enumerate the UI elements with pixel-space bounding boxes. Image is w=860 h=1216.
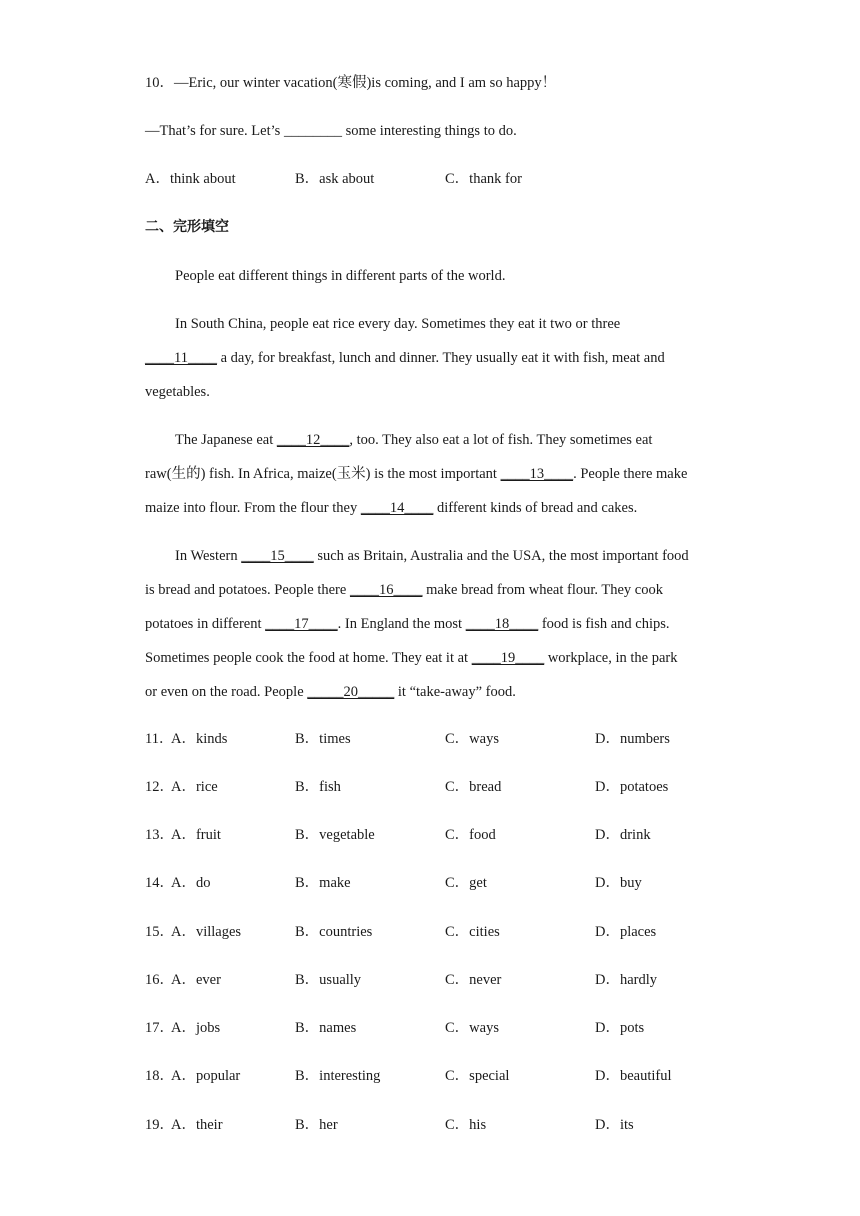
option-d: D．places [595,924,657,940]
passage-paragraph-3-line-1 [175,430,652,450]
passage-text: it “take-away” food. [394,684,516,700]
blank-18: ____18____ [465,616,539,632]
passage-paragraph-3-line-3 [145,498,637,518]
option-a: A．think about [145,171,236,187]
option-d: D．hardly [595,972,658,988]
passage-text: maize into flour. From the flour they [145,500,361,516]
passage-paragraph-3-line-2 [145,464,687,484]
passage-text: . In England the most [337,616,466,632]
blank-13: ____13____ [500,466,574,482]
blank-14: ____14____ [360,500,434,516]
option-c: C．never [445,972,502,988]
passage-text: workplace, in the park [544,650,678,666]
passage-text: different kinds of bread and cakes. [433,500,638,516]
reply-end: some interesting things to do. [341,123,517,139]
passage-paragraph-4-line-1 [175,546,689,566]
question-number: 18． [145,1068,174,1084]
blank-10: ________ [283,123,342,139]
question-number: 15． [145,924,174,940]
passage-text: , too. They also eat a lot of fish. They sometimes eat [349,432,653,448]
question-number: 12． [145,779,174,795]
question-number: 14． [145,875,174,891]
option-d: D．its [595,1117,634,1133]
question-number: 17． [145,1020,174,1036]
passage-paragraph-2-line-3: vegetables. [145,384,210,400]
passage-text: a day, for breakfast, lunch and dinner. They usually eat it with fish, meat and [216,350,665,366]
option-b: B．interesting [295,1068,381,1084]
option-a: A．popular [171,1068,241,1084]
option-b: B．make [295,875,351,891]
passage-text: . People there make [573,466,688,482]
passage-paragraph-4-line-3 [145,614,670,634]
option-a: A．kinds [171,731,228,747]
blank-16: ____16____ [349,582,423,598]
passage-text: food is fish and chips. [538,616,670,632]
option-b: B．countries [295,924,373,940]
passage-paragraph-2-line-2 [145,348,665,368]
option-a: A．villages [171,924,242,940]
option-b: B．ask about [295,171,375,187]
question-number: 16． [145,972,174,988]
passage-paragraph-4-line-2 [145,580,663,600]
question-10-reply [145,121,517,141]
option-b: B．vegetable [295,827,375,843]
option-d: D．potatoes [595,779,669,795]
passage-paragraph-1: People eat different things in different parts of the world. [175,268,506,284]
passage-text: potatoes in different [145,616,266,632]
option-c: C．his [445,1117,487,1133]
option-d: D．beautiful [595,1068,672,1084]
option-d: D．drink [595,827,651,843]
option-c: C．food [445,827,496,843]
option-a: A．rice [171,779,218,795]
blank-19: ____19____ [471,650,545,666]
blank-12: ____12____ [276,432,350,448]
option-b: B．times [295,731,351,747]
blank-17: ____17____ [265,616,338,632]
passage-paragraph-4-line-4 [145,648,677,668]
passage-text: such as Britain, Australia and the USA, the most important food [313,548,689,564]
passage-text: is bread and potatoes. People there [145,582,350,598]
option-a: A．fruit [171,827,221,843]
option-c: C．bread [445,779,502,795]
passage-text: make bread from wheat flour. They cook [422,582,663,598]
section-heading: 二、完形填空 [145,219,229,235]
question-number: 13． [145,827,174,843]
option-b: B．her [295,1117,338,1133]
option-b: B．usually [295,972,362,988]
option-b: B．names [295,1020,357,1036]
blank-11: ____11____ [145,350,217,366]
question-number: 19． [145,1117,174,1133]
passage-paragraph-2-line-1: In South China, people eat rice every day. Sometimes they eat it two or three [175,316,621,332]
passage-text: raw(生的) fish. In Africa, maize(玉米) is the most important [145,466,501,482]
passage-text: Sometimes people cook the food at home. They eat it at [145,650,472,666]
reply-start: —That’s for sure. Let’s [145,123,284,139]
passage-paragraph-4-line-5 [145,682,516,702]
question-number: 11． [145,731,174,747]
option-a: A．their [171,1117,223,1133]
option-c: C．ways [445,1020,499,1036]
option-b: B．fish [295,779,341,795]
option-d: D．numbers [595,731,670,747]
blank-15: ____15____ [241,548,314,564]
option-d: D．buy [595,875,642,891]
option-c: C．thank for [445,171,522,187]
passage-text: In Western [175,548,242,564]
passage-text: The Japanese eat [175,432,277,448]
option-c: C．special [445,1068,510,1084]
option-a: A．ever [171,972,221,988]
blank-20: _____20_____ [307,684,395,700]
option-c: C．get [445,875,487,891]
question-10-text: 10．—Eric, our winter vacation(寒假)is coming, and I am so happy！ [145,75,557,91]
option-a: A．do [171,875,211,891]
option-c: C．cities [445,924,500,940]
option-c: C．ways [445,731,499,747]
passage-text: or even on the road. People [145,684,308,700]
option-a: A．jobs [171,1020,221,1036]
option-d: D．pots [595,1020,645,1036]
